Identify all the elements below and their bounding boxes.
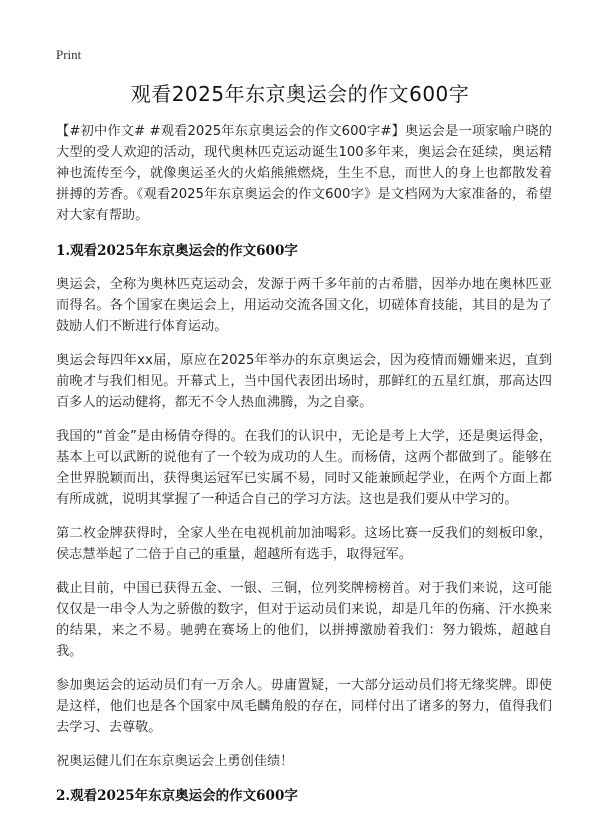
paragraph: 第二枚金牌获得时，全家人坐在电视机前加油喝彩。这场比赛一反我们的刻板印象，侯志慧举起了二倍于自己的重量，超越所有选手，取得冠军。 bbox=[56, 526, 552, 562]
print-link[interactable]: Print bbox=[56, 47, 82, 62]
paragraph: 我国的“首金”是由杨倩夺得的。在我们的认识中，无论是考上大学，还是奥运得金，基本上可以武断的说他有了一个较为成功的人生。而杨倩，这两个都做到了。能够在全世界脱颖而出，获得奥运冠军已实属不易，同时又能兼顾起学业，在两个方面上都有所成就，说明其掌握了一种适合自己的学习方法。这也是我们要从中学习的。 bbox=[56, 429, 552, 507]
article-body bbox=[56, 121, 552, 819]
paragraph: 参加奥运会的运动员们有一万余人。毋庸置疑，一大部分运动员们将无缘奖牌。即使是这样，他们也是各个国家中凤毛麟角般的存在，同样付出了诸多的努力，值得我们去学习、去尊敬。 bbox=[56, 678, 552, 735]
section-heading-2: 2.观看2025年东京奥运会的作文600字 bbox=[56, 788, 298, 804]
paragraph: 截止目前，中国已获得五金、一银、三铜，位列奖牌榜榜首。对于我们来说，这可能仅仅是一串令人为之骄傲的数字，但对于运动员们来说，却是几年的伤痛、汗水换来的结果，来之不易。驰骋在赛场上的他们，以拼搏激励着我们：努力锻炼，超越自我。 bbox=[56, 581, 552, 659]
section-heading-1: 1.观看2025年东京奥运会的作文600字 bbox=[56, 243, 298, 259]
paragraph: 祝奥运健儿们在东京奥运会上勇创佳绩！ bbox=[56, 754, 294, 769]
page-title: 观看2025年东京奥运会的作文600字 bbox=[130, 82, 470, 106]
paragraph: 奥运会每四年xx届，原应在2025年举办的东京奥运会，因为疫情而姗姗来迟，直到前晚才与我们相见。开幕式上，当中国代表团出场时，那鲜红的五星红旗，那高达四百多人的运动健将，都无不令人热血沸腾，为之自豪。 bbox=[56, 353, 552, 410]
intro-paragraph: 【#初中作文# #观看2025年东京奥运会的作文600字#】奥运会是一项家喻户晓的大型的受人欢迎的活动，现代奥林匹克运动诞生100多年来，奥运会在延续，奥运精神也流传至今，就像奥运圣火的火焰熊熊燃烧，生生不息，而世人的身上也都散发着拼搏的芳香。《观看2025年东京奥运会的作文600字》是文档网为大家准备的，希望对大家有帮助。 bbox=[56, 124, 552, 223]
paragraph: 奥运会，全称为奥林匹克运动会，发源于两千多年前的古希腊，因举办地在奥林匹亚而得名。各个国家在奥运会上，用运动交流各国文化，切磋体育技能，其目的是为了鼓励人们不断进行体育运动。 bbox=[56, 277, 552, 334]
